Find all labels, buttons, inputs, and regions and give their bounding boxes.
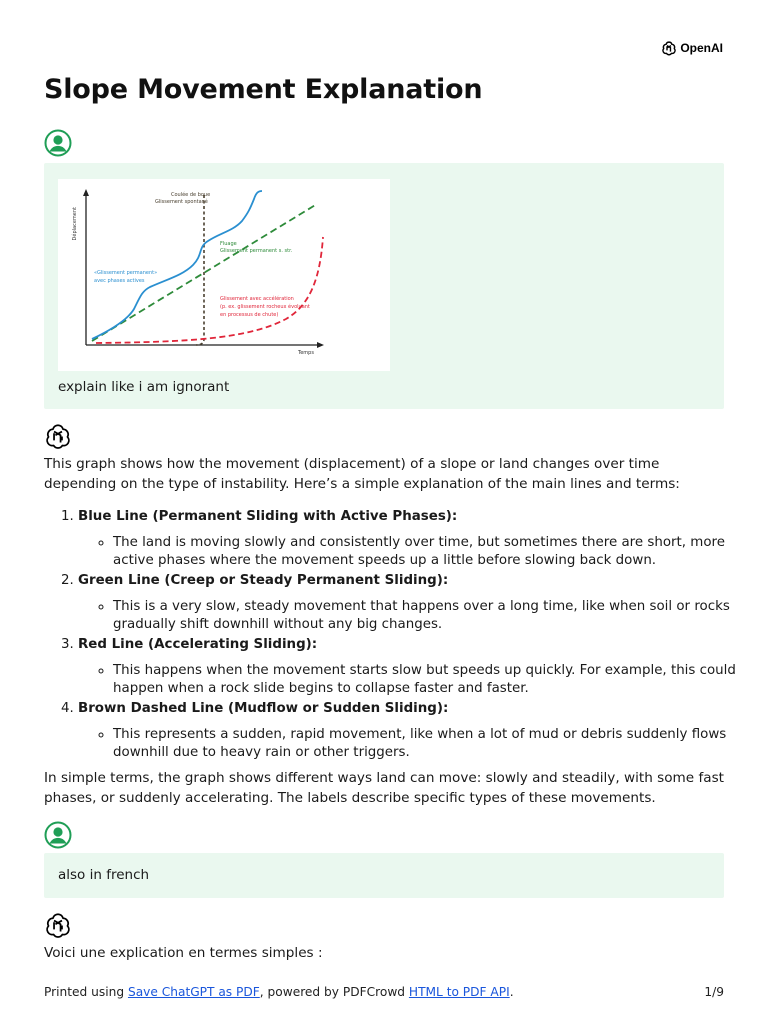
page-footer	[44, 985, 724, 999]
list-item-heading: 3. Red Line (Accelerating Sliding):	[78, 637, 318, 652]
attached-graph-image[interactable]	[58, 179, 390, 371]
annot-green-2: Glissement permanent s. str.	[220, 248, 293, 254]
page-title: Slope Movement Explanation	[44, 74, 483, 105]
annot-red-3: en processus de chute)	[220, 312, 279, 318]
brown-dashed-line	[196, 195, 204, 345]
annot-blue-2: avec phases actives	[94, 278, 145, 284]
chatgpt-logo-icon	[44, 911, 72, 939]
footer-credit: Printed using Save ChatGPT as PDF, powered by PDFCrowd HTML to PDF API.	[44, 985, 514, 999]
explanation-list	[44, 506, 758, 762]
user-message-text: also in french	[58, 867, 150, 883]
html-to-pdf-api-link[interactable]: HTML to PDF API	[408, 985, 510, 999]
openai-logo-icon	[661, 40, 677, 56]
chatgpt-logo-icon	[44, 422, 72, 450]
list-item-detail: ◦ This is a very slow, steady movement that happens over a long time, like when soil or rocks gradually shift downhill without any big changes.	[113, 592, 758, 634]
openai-brand	[661, 40, 723, 56]
annot-brown-1: Coulée de boue	[171, 192, 211, 198]
list-item-detail: ◦ This happens when the movement starts slow but speeds up quickly. For example, this could happen when a rock slide begins to collapse faster and faster.	[113, 656, 758, 698]
assistant-summary: In simple terms, the graph shows different ways land can move: slowly and steadily, with some fast phases, or suddenly accelerating. The labels describe specific types of these movements.	[44, 770, 724, 806]
list-item-detail: ◦ This represents a sudden, rapid movement, like when a lot of mud or debris suddenly flows downhill due to heavy rain or other triggers.	[113, 720, 758, 762]
list-item	[78, 634, 758, 698]
user-avatar-icon	[44, 129, 72, 157]
annot-red-1: Glissement avec accélération	[220, 296, 294, 302]
user-avatar-icon	[44, 821, 72, 849]
annot-brown-2: Glissement spontané	[155, 199, 208, 205]
list-item-detail: ◦ The land is moving slowly and consistently over time, but sometimes there are short, more active phases where the movement speeds up a little before slowing back down.	[113, 528, 758, 570]
list-item	[78, 698, 758, 762]
user-message-1	[44, 163, 724, 409]
page-number: 1/9	[704, 985, 724, 999]
user-message-text: explain like i am ignorant	[58, 379, 230, 395]
assistant-intro: This graph shows how the movement (displacement) of a slope or land changes over time depending on the type of instability. Here’s a simple explanation of the main lines and terms:	[44, 456, 680, 492]
save-chatgpt-as-pdf-link[interactable]: Save ChatGPT as PDF	[127, 985, 260, 999]
annot-green-1: Fluage	[220, 241, 237, 247]
list-item	[78, 506, 758, 570]
annot-blue-1: «Glissement permanent»	[94, 270, 158, 276]
list-item-heading: 1. Blue Line (Permanent Sliding with Active Phases):	[78, 509, 458, 524]
list-item-heading: 4. Brown Dashed Line (Mudflow or Sudden Sliding):	[78, 701, 449, 716]
x-axis-label: Temps	[298, 350, 314, 356]
user-message-2	[44, 853, 724, 898]
brand-label: OpenAI	[680, 41, 723, 55]
displacement-time-graph	[58, 179, 390, 371]
assistant-intro-french: Voici une explication en termes simples :	[44, 945, 323, 961]
list-item	[78, 570, 758, 634]
annot-red-2: (p. ex. glissement rocheux évoluant	[220, 304, 310, 310]
list-item-heading: 2. Green Line (Creep or Steady Permanent Sliding):	[78, 573, 449, 588]
y-axis-label: Déplacement	[72, 207, 78, 241]
